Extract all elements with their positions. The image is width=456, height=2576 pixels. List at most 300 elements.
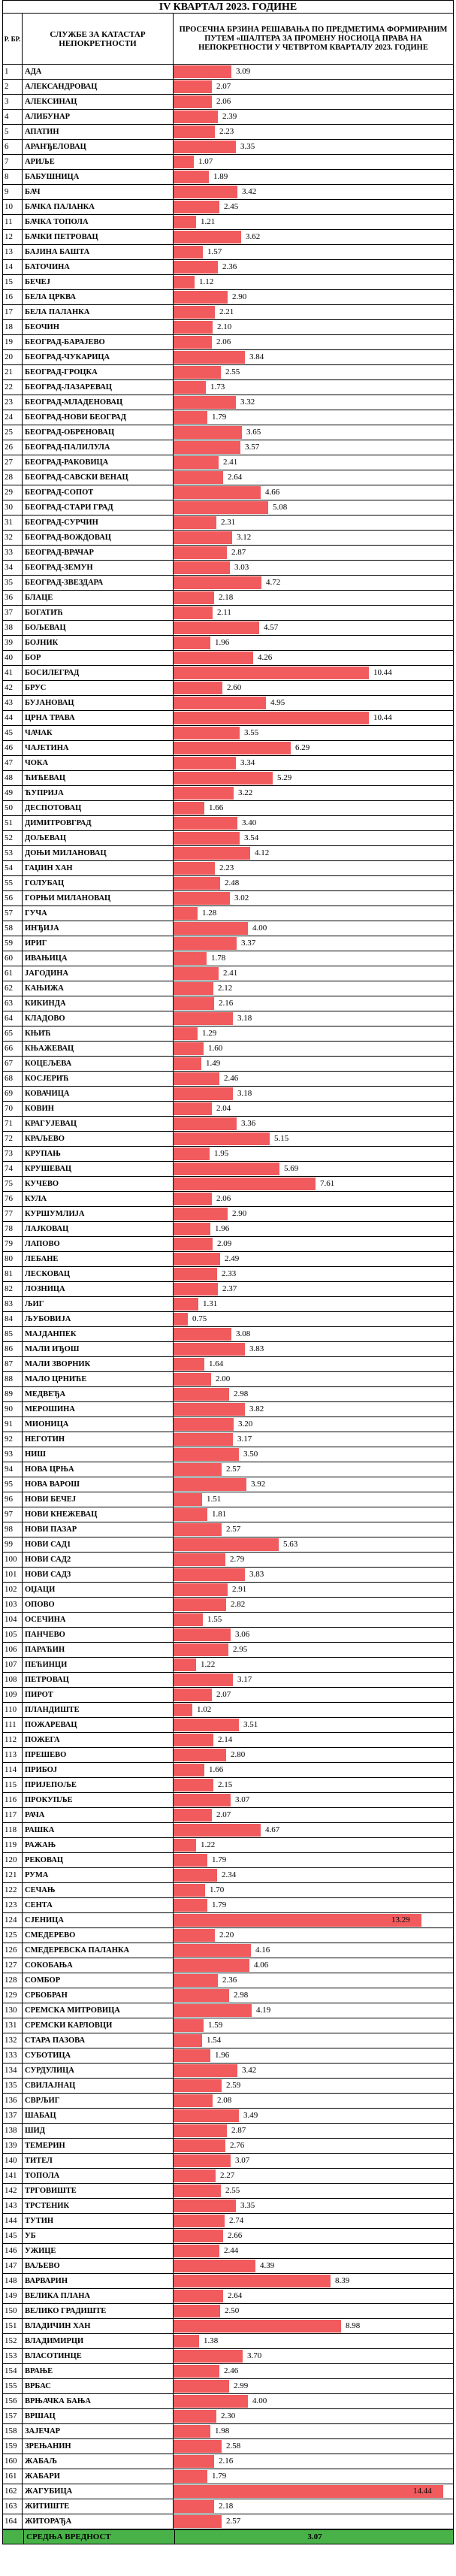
bar [174,1658,196,1671]
row-number: 113 [2,1748,23,1762]
row-number: 114 [2,1763,23,1777]
bar [174,2290,223,2302]
bar-cell [174,245,454,259]
table-row [2,425,454,440]
table-row [2,215,454,230]
table-row [2,1192,454,1207]
bar-cell [174,801,454,815]
table-row [2,1733,454,1748]
bar-cell [174,410,454,425]
table-row [2,2214,454,2229]
table-row [2,1688,454,1703]
table-row [2,65,454,80]
bar-value: 2.16 [219,2457,234,2466]
table-row [2,2124,454,2139]
row-number: 156 [2,2394,23,2408]
row-number: 42 [2,681,23,695]
bar [174,606,213,619]
bar [174,216,196,228]
bar-cell [174,951,454,966]
bar [174,2440,222,2453]
bar-value: 2.07 [216,82,231,91]
row-number: 5 [2,125,23,139]
bar-value: 3.50 [243,1450,258,1459]
bar-cell [174,2184,454,2198]
bar-cell [174,155,454,169]
bar [174,141,236,153]
bar-value: 1.21 [201,217,216,226]
table-row [2,1913,454,1928]
row-number: 115 [2,1778,23,1792]
bar [174,1193,212,1205]
bar-value: 2.64 [228,473,243,482]
table-row [2,2484,454,2499]
bar-cell [174,756,454,770]
table-row [2,1432,454,1447]
bar-cell [174,1462,454,1477]
bar-cell [174,1643,454,1657]
bar [174,652,253,664]
bar-cell [174,305,454,319]
office-name: ЈАГОДИНА [23,966,174,981]
table-row [2,80,454,95]
bar-cell [174,470,454,485]
table-row [2,1162,454,1177]
bar-cell [174,1072,454,1086]
table-row [2,1132,454,1147]
bar [174,2230,223,2242]
bar [174,186,237,198]
office-name: КАЊИЖА [23,981,174,996]
office-name: ПОЖАРЕВАЦ [23,1718,174,1732]
office-name: БЕОГРАД-РАКОВИЦА [23,455,174,470]
bar-cell [174,200,454,214]
row-number: 36 [2,591,23,605]
row-number: 152 [2,2334,23,2348]
bar [174,1463,222,1476]
row-number: 27 [2,455,23,470]
bar-cell [174,425,454,440]
bar [174,2094,213,2107]
bar-value: 3.35 [240,142,255,151]
bar-cell [174,1492,454,1507]
bar [174,1734,213,1746]
office-name: НОВА ВАРОШ [23,1477,174,1492]
table-row [2,110,454,125]
bar-cell [174,1793,454,1807]
office-name: ИВАЊИЦА [23,951,174,966]
row-number: 38 [2,621,23,635]
bar-cell [174,2454,454,2469]
office-name: ЛАПОВО [23,1237,174,1251]
table-row [2,365,454,380]
row-number: 40 [2,651,23,665]
bar [174,1809,212,1822]
table-row [2,1011,454,1026]
bar [174,1117,237,1130]
table-row [2,2469,454,2484]
bar-cell [174,1402,454,1416]
bar-cell [174,1583,454,1597]
bar-cell [174,891,454,906]
bar-value: 2.30 [221,2411,236,2420]
bar-cell [174,1312,454,1326]
bar-value: 3.17 [237,1675,252,1684]
office-name: ПАРАЋИН [23,1643,174,1657]
office-name: КОВИН [23,1102,174,1116]
bar-cell [174,1778,454,1792]
row-number: 51 [2,816,23,830]
row-number: 64 [2,1011,23,1026]
table-row [2,846,454,861]
office-name: БЕОГРАД-ОБРЕНОВАЦ [23,425,174,440]
row-number: 130 [2,2003,23,2018]
office-name: РУМА [23,1868,174,1882]
bar-value: 4.72 [266,578,281,587]
office-name: ГУЧА [23,906,174,921]
bar-cell [174,846,454,860]
bar-cell [174,1282,454,1296]
bar-value: 5.15 [274,1134,289,1143]
table-row [2,876,454,891]
office-name: ТРСТЕНИК [23,2199,174,2213]
table-row [2,1748,454,1763]
office-name: БЕОГРАД-ЛАЗАРЕВАЦ [23,380,174,395]
row-number: 157 [2,2409,23,2423]
row-number: 26 [2,440,23,455]
row-number: 97 [2,1507,23,1522]
bar [174,1764,204,1776]
bar-cell [174,455,454,470]
office-name: РАЧА [23,1808,174,1822]
table-row [2,816,454,831]
bar [174,2034,202,2047]
bar-value: 1.95 [214,1149,229,1158]
row-number: 25 [2,425,23,440]
bar [174,757,236,769]
table-row [2,2289,454,2304]
bar [174,276,195,289]
row-number: 163 [2,2499,23,2514]
bar-cell [174,2439,454,2454]
bar-cell [174,2394,454,2408]
office-name: БАЈИНА БАШТА [23,245,174,259]
table-row [2,2139,454,2154]
bar [174,246,203,259]
office-name: ЛЕСКОВАЦ [23,1267,174,1281]
bar [174,847,250,860]
bar-cell [174,1297,454,1311]
bar [174,1178,316,1190]
table-row [2,2199,454,2214]
bar [174,456,219,469]
bar-cell [174,2514,454,2529]
bar-value: 2.50 [225,2306,240,2315]
row-number: 120 [2,1853,23,1867]
bar-value: 8.98 [346,2321,361,2330]
bar [174,1478,246,1491]
table-row [2,561,454,576]
row-number: 110 [2,1703,23,1717]
office-name: БЕОГРАД-ВРАЧАР [23,546,174,560]
bar-cell [174,1011,454,1026]
row-number: 76 [2,1192,23,1206]
bar-value: 2.09 [217,1239,232,1248]
office-name: ЉУБОВИЈА [23,1312,174,1326]
bar [174,366,221,379]
office-name: МАЛО ЦРНИЋЕ [23,1372,174,1386]
bar-cell [174,170,454,184]
row-number: 126 [2,1943,23,1958]
bar-cell [174,1808,454,1822]
bar [174,877,220,890]
bar [174,2515,222,2528]
bar-value: 1.73 [210,382,225,392]
table-row [2,1958,454,1973]
table-row [2,2229,454,2244]
table-row [2,801,454,816]
row-number: 88 [2,1372,23,1386]
bar-value: 3.03 [234,563,249,572]
table-row [2,155,454,170]
bar-cell [174,320,454,334]
table-row [2,1507,454,1522]
bar-cell [174,1522,454,1537]
bar [174,967,219,980]
bar [174,156,194,168]
bar-value: 5.69 [284,1164,299,1173]
table-row [2,1973,454,1988]
row-number: 146 [2,2244,23,2258]
bar-cell [174,1447,454,1462]
bar-cell [174,2364,454,2378]
bar-cell [174,1117,454,1131]
table-row [2,1628,454,1643]
bar [174,2275,331,2287]
bar [174,1388,229,1401]
bar-value: 2.46 [224,2366,239,2375]
bar-value: 1.12 [199,277,214,286]
row-number: 92 [2,1432,23,1447]
row-number: 101 [2,1568,23,1582]
row-number: 77 [2,1207,23,1221]
bar [174,411,207,424]
table-row [2,1537,454,1553]
bar-value: 2.36 [222,262,237,271]
bar-cell [174,651,454,665]
bar [174,922,248,935]
table-row [2,1267,454,1282]
office-name: БУЈАНОВАЦ [23,696,174,710]
bar-cell [174,816,454,830]
bar-cell [174,1147,454,1161]
bar-cell [174,1748,454,1762]
office-name: ЉИГ [23,1297,174,1311]
table-row [2,606,454,621]
office-name: КОВАЧИЦА [23,1087,174,1101]
office-name: БЕОГРАД-НОВИ БЕОГРАД [23,410,174,425]
table-row [2,1402,454,1417]
bar-value: 2.79 [230,1555,245,1564]
bar-value: 2.95 [233,1645,248,1654]
table-row [2,726,454,741]
office-name: ТУТИН [23,2214,174,2228]
bar [174,712,369,724]
office-name: КЊИЋ [23,1026,174,1041]
table-row [2,2003,454,2018]
office-name: СОМБОР [23,1973,174,1988]
table-row [2,1522,454,1537]
row-number: 29 [2,485,23,500]
table-row [2,1823,454,1838]
bar-cell [174,1267,454,1281]
row-number: 3 [2,95,23,109]
office-name: ЧОКА [23,756,174,770]
bar-value: 2.98 [234,1389,249,1398]
bar [174,591,214,604]
office-name: ИРИГ [23,936,174,951]
table-row [2,140,454,155]
row-number: 95 [2,1477,23,1492]
row-number: 131 [2,2018,23,2033]
table-row [2,1793,454,1808]
office-name: БАБУШНИЦА [23,170,174,184]
bar-value: 2.60 [227,683,242,692]
office-name: ЖАБАЉ [23,2454,174,2469]
row-number: 60 [2,951,23,966]
row-number: 69 [2,1087,23,1101]
row-number: 7 [2,155,23,169]
table-row [2,1613,454,1628]
bar [174,997,214,1010]
bar-value: 2.41 [223,458,238,467]
row-number: 89 [2,1387,23,1401]
bar-cell [174,2274,454,2288]
bar-cell [174,771,454,785]
bar-value: 4.67 [265,1825,280,1834]
bar [174,261,218,274]
table-row [2,2439,454,2454]
bar [174,1343,245,1356]
bar-cell [174,996,454,1011]
table-row [2,410,454,425]
bar-value: 2.16 [219,999,234,1008]
bar-cell [174,230,454,244]
bar-value: 3.65 [246,428,261,437]
bar [174,1012,233,1025]
bar-cell [174,2124,454,2138]
table-row [2,591,454,606]
office-name: РАШКА [23,1823,174,1837]
bar-value: 7.61 [320,1179,335,1188]
bar-value: 3.17 [237,1435,252,1444]
office-name: НОВИ БЕЧЕЈ [23,1492,174,1507]
table-row [2,1237,454,1252]
bar-cell [174,2033,454,2048]
bar [174,501,268,514]
bar [174,1689,212,1701]
bar-value: 1.64 [209,1359,224,1368]
office-name: БЕОГРАД-САВСКИ ВЕНАЦ [23,470,174,485]
bar-value: 1.22 [201,1840,216,1849]
table-row [2,891,454,906]
bar-value: 1.81 [212,1510,227,1519]
office-name: БРУС [23,681,174,695]
bar-value: 2.07 [216,1690,231,1699]
bar-cell [174,1718,454,1732]
bar-cell [174,591,454,605]
table-row [2,2169,454,2184]
bar [174,396,236,409]
table-row [2,531,454,546]
office-name: БАЧ [23,185,174,199]
bar-cell [174,1988,454,2003]
table-row [2,170,454,185]
office-name: КЊАЖЕВАЦ [23,1042,174,1056]
bar [174,2109,239,2122]
bar-value: 3.02 [234,893,249,903]
office-name: БЕОГРАД-ЗЕМУН [23,561,174,575]
row-number: 109 [2,1688,23,1702]
table-row [2,1207,454,1222]
row-number: 30 [2,500,23,515]
bar-cell [174,2319,454,2333]
row-number: 136 [2,2094,23,2108]
bar-cell [174,2244,454,2258]
table-header [2,14,454,65]
bar [174,531,232,544]
bar-cell [174,1327,454,1341]
bar-value: 3.32 [240,398,255,407]
bar-value: 4.06 [254,1961,269,1970]
row-number: 148 [2,2274,23,2288]
row-number: 93 [2,1447,23,1462]
table-row [2,1462,454,1477]
bar-cell [174,2289,454,2303]
row-number: 98 [2,1522,23,1537]
office-name: КРУШЕВАЦ [23,1162,174,1176]
bar-cell [174,1628,454,1642]
table-row [2,1357,454,1372]
office-name: ПЛАНДИШТЕ [23,1703,174,1717]
bar-cell [174,1102,454,1116]
bar-cell [174,485,454,500]
office-name: СЕНТА [23,1898,174,1912]
page-title: IV КВАРТАЛ 2023. ГОДИНЕ [2,0,454,14]
bar-cell [174,1342,454,1356]
bar-value: 2.46 [224,1074,239,1083]
bar [174,95,212,108]
office-name: НОВИ САД3 [23,1568,174,1582]
bar-value: 2.82 [231,1600,246,1609]
bar-cell [174,2199,454,2213]
bar-value: 2.27 [220,2171,235,2180]
bar-cell [174,1252,454,1266]
bar-cell [174,726,454,740]
bar-cell [174,1898,454,1912]
bar-cell [174,876,454,890]
bar-value: 3.18 [237,1089,252,1098]
bar [174,2139,225,2152]
row-number: 129 [2,1988,23,2003]
row-number: 145 [2,2229,23,2243]
bar-value: 2.80 [231,1750,246,1759]
office-name: ВАЉЕВО [23,2259,174,2273]
table-row [2,1988,454,2003]
office-name: КЛАДОВО [23,1011,174,1026]
bar-cell [174,2379,454,2393]
bar-value: 2.66 [228,2231,243,2240]
